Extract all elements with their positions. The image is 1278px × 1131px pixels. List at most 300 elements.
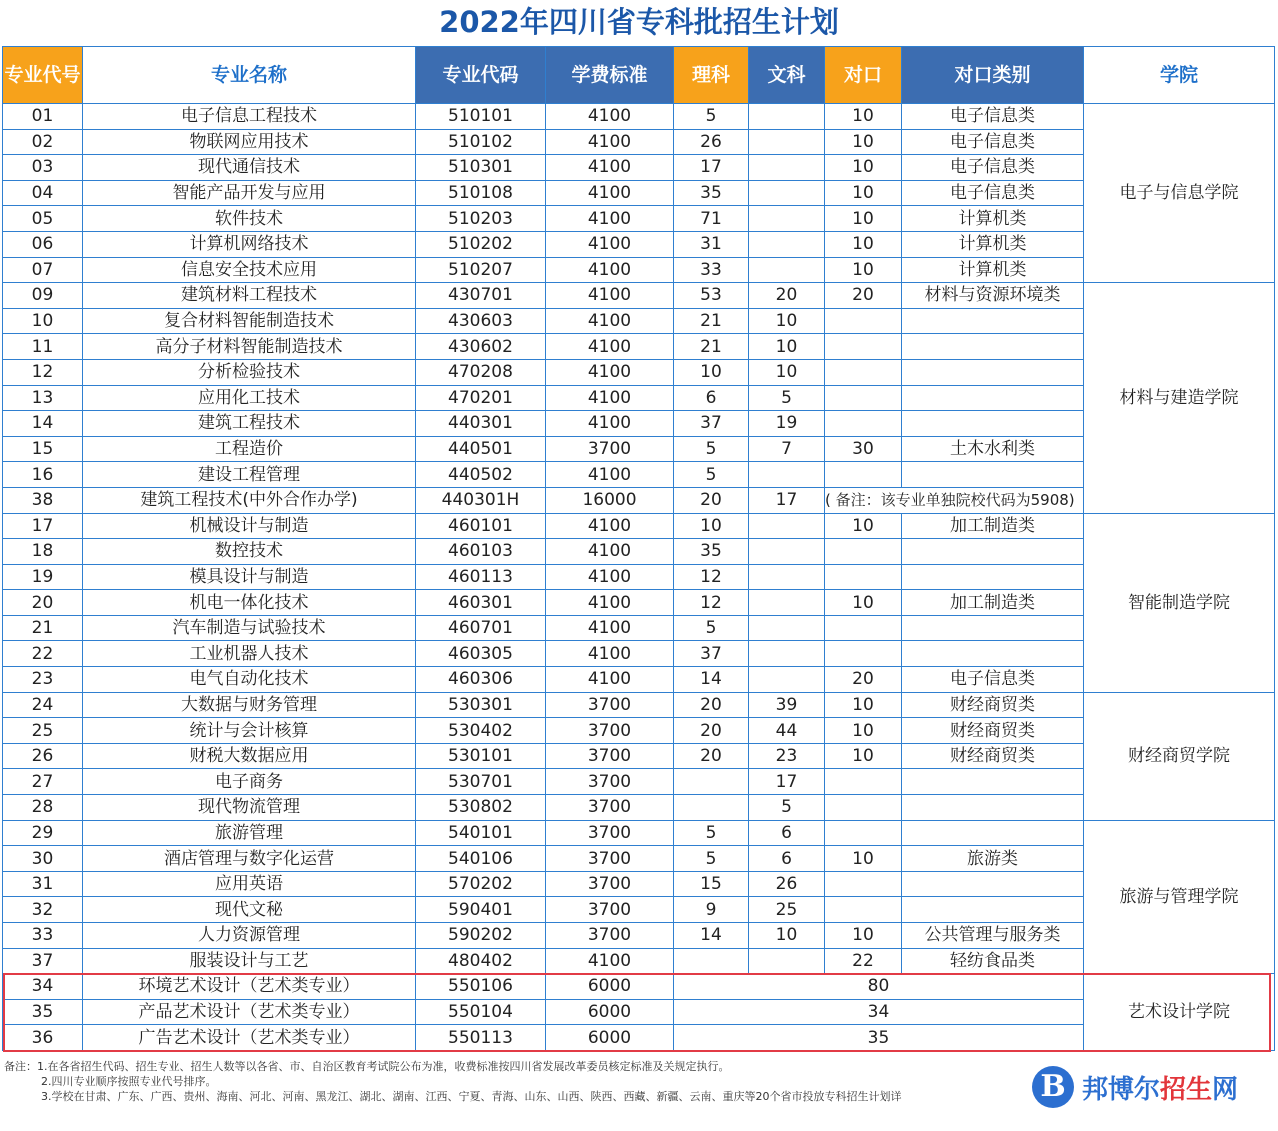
cell-arts: 10 xyxy=(749,308,825,334)
cell-fee: 4100 xyxy=(546,104,674,130)
cell-vocational-type xyxy=(902,385,1084,411)
cell-major-code: 530402 xyxy=(416,718,546,744)
cell-vocational xyxy=(825,795,902,821)
cell-vocational xyxy=(825,308,902,334)
cell-arts xyxy=(749,615,825,641)
cell-code: 36 xyxy=(3,1025,83,1051)
cell-fee: 3700 xyxy=(546,692,674,718)
cell-major-code: 590401 xyxy=(416,897,546,923)
cell-major-code: 540101 xyxy=(416,820,546,846)
cell-code: 28 xyxy=(3,795,83,821)
cell-fee: 4100 xyxy=(546,615,674,641)
cell-vocational: 10 xyxy=(825,846,902,872)
cell-major-code: 460113 xyxy=(416,564,546,590)
cell-code: 05 xyxy=(3,206,83,232)
cell-arts: 20 xyxy=(749,283,825,309)
cell-code: 10 xyxy=(3,308,83,334)
cell-name: 物联网应用技术 xyxy=(83,129,416,155)
cell-major-code: 470201 xyxy=(416,385,546,411)
cell-science: 9 xyxy=(674,897,749,923)
cell-fee: 6000 xyxy=(546,999,674,1025)
cell-arts: 5 xyxy=(749,385,825,411)
cell-major-code: 570202 xyxy=(416,871,546,897)
cell-code: 11 xyxy=(3,334,83,360)
cell-fee: 4100 xyxy=(546,564,674,590)
cell-science: 35 xyxy=(674,180,749,206)
cell-arts xyxy=(749,129,825,155)
cell-vocational-type xyxy=(902,871,1084,897)
cell-note: ( 备注：该专业单独院校代码为5908) xyxy=(825,487,1084,513)
cell-fee: 4100 xyxy=(546,667,674,693)
cell-vocational-type xyxy=(902,334,1084,360)
cell-code: 33 xyxy=(3,923,83,949)
cell-major-code: 550104 xyxy=(416,999,546,1025)
cell-code: 09 xyxy=(3,283,83,309)
cell-science: 53 xyxy=(674,283,749,309)
cell-vocational xyxy=(825,564,902,590)
cell-science: 15 xyxy=(674,871,749,897)
cell-arts xyxy=(749,564,825,590)
cell-fee: 3700 xyxy=(546,820,674,846)
cell-arts xyxy=(749,513,825,539)
cell-arts: 5 xyxy=(749,795,825,821)
cell-code: 25 xyxy=(3,718,83,744)
header-name: 专业名称 xyxy=(83,47,416,104)
cell-fee: 4100 xyxy=(546,334,674,360)
cell-vocational-type: 计算机类 xyxy=(902,257,1084,283)
cell-vocational-type xyxy=(902,359,1084,385)
cell-fee: 4100 xyxy=(546,359,674,385)
cell-college: 艺术设计学院 xyxy=(1084,974,1275,1051)
cell-vocational: 10 xyxy=(825,206,902,232)
cell-arts: 10 xyxy=(749,923,825,949)
table-row xyxy=(3,104,1275,130)
watermark-logo-icon: B xyxy=(1032,1066,1074,1108)
cell-name: 模具设计与制造 xyxy=(83,564,416,590)
cell-vocational-type xyxy=(902,411,1084,437)
cell-science: 12 xyxy=(674,564,749,590)
cell-vocational xyxy=(825,871,902,897)
cell-fee: 4100 xyxy=(546,283,674,309)
cell-vocational: 10 xyxy=(825,231,902,257)
cell-major-code: 440502 xyxy=(416,462,546,488)
cell-major-code: 480402 xyxy=(416,948,546,974)
cell-vocational-type xyxy=(902,897,1084,923)
cell-vocational xyxy=(825,641,902,667)
cell-science: 20 xyxy=(674,718,749,744)
cell-code: 03 xyxy=(3,155,83,181)
cell-total: 80 xyxy=(674,974,1084,1000)
cell-name: 电子商务 xyxy=(83,769,416,795)
cell-code: 12 xyxy=(3,359,83,385)
cell-code: 35 xyxy=(3,999,83,1025)
cell-vocational-type xyxy=(902,564,1084,590)
cell-name: 汽车制造与试验技术 xyxy=(83,615,416,641)
cell-name: 计算机网络技术 xyxy=(83,231,416,257)
footnote-2: 2.四川专业顺序按照专业代号排序。 xyxy=(41,1075,217,1088)
cell-vocational-type xyxy=(902,769,1084,795)
cell-arts: 10 xyxy=(749,334,825,360)
table-row xyxy=(3,513,1275,539)
cell-vocational xyxy=(825,769,902,795)
cell-science: 21 xyxy=(674,334,749,360)
cell-fee: 3700 xyxy=(546,436,674,462)
cell-vocational: 30 xyxy=(825,436,902,462)
cell-vocational xyxy=(825,897,902,923)
cutoff-strip xyxy=(470,1122,830,1131)
cell-vocational: 10 xyxy=(825,257,902,283)
watermark-text-red: 招生 xyxy=(1160,1074,1213,1105)
cell-code: 18 xyxy=(3,539,83,565)
cell-code: 24 xyxy=(3,692,83,718)
cell-vocational-type: 财经商贸类 xyxy=(902,743,1084,769)
cell-code: 19 xyxy=(3,564,83,590)
cell-name: 服装设计与工艺 xyxy=(83,948,416,974)
cell-arts xyxy=(749,641,825,667)
cell-major-code: 430602 xyxy=(416,334,546,360)
cell-vocational: 10 xyxy=(825,590,902,616)
cell-vocational-type: 土木水利类 xyxy=(902,436,1084,462)
cell-code: 06 xyxy=(3,231,83,257)
cell-code: 32 xyxy=(3,897,83,923)
cell-vocational-type xyxy=(902,641,1084,667)
cell-name: 建筑材料工程技术 xyxy=(83,283,416,309)
cell-fee: 4100 xyxy=(546,411,674,437)
cell-science: 5 xyxy=(674,462,749,488)
cell-name: 软件技术 xyxy=(83,206,416,232)
cell-major-code: 530101 xyxy=(416,743,546,769)
cell-vocational-type: 电子信息类 xyxy=(902,155,1084,181)
cell-name: 大数据与财务管理 xyxy=(83,692,416,718)
header-vocational-type: 对口类别 xyxy=(902,47,1084,104)
cell-fee: 3700 xyxy=(546,871,674,897)
cell-major-code: 440301 xyxy=(416,411,546,437)
cell-arts: 25 xyxy=(749,897,825,923)
cell-vocational-type: 轻纺食品类 xyxy=(902,948,1084,974)
cell-science: 20 xyxy=(674,743,749,769)
cell-name: 数控技术 xyxy=(83,539,416,565)
cell-name: 机械设计与制造 xyxy=(83,513,416,539)
cell-name: 高分子材料智能制造技术 xyxy=(83,334,416,360)
cell-name: 财税大数据应用 xyxy=(83,743,416,769)
cell-college: 旅游与管理学院 xyxy=(1084,820,1275,974)
cell-vocational-type xyxy=(902,795,1084,821)
cell-arts: 17 xyxy=(749,487,825,513)
cell-vocational-type: 电子信息类 xyxy=(902,104,1084,130)
cell-code: 17 xyxy=(3,513,83,539)
cell-major-code: 510207 xyxy=(416,257,546,283)
cell-name: 现代物流管理 xyxy=(83,795,416,821)
cell-arts: 23 xyxy=(749,743,825,769)
watermark-text-blue2: 网 xyxy=(1212,1074,1239,1105)
cell-code: 27 xyxy=(3,769,83,795)
table-header-row xyxy=(3,47,1275,104)
cell-vocational-type: 公共管理与服务类 xyxy=(902,923,1084,949)
cell-fee: 3700 xyxy=(546,846,674,872)
cell-code: 13 xyxy=(3,385,83,411)
cell-fee: 3700 xyxy=(546,743,674,769)
cell-major-code: 460701 xyxy=(416,615,546,641)
footnote-3: 3.学校在甘肃、广东、广西、贵州、海南、河北、河南、黑龙江、湖北、湖南、江西、宁夏、青海、山东、山西、陕西、西藏、新疆、云南、重庆等20个省市投放专科招生计划详 xyxy=(41,1090,902,1103)
cell-arts: 17 xyxy=(749,769,825,795)
cell-code: 01 xyxy=(3,104,83,130)
cell-vocational: 20 xyxy=(825,283,902,309)
cell-science: 37 xyxy=(674,411,749,437)
cell-name: 工业机器人技术 xyxy=(83,641,416,667)
cell-science: 10 xyxy=(674,359,749,385)
cell-science xyxy=(674,948,749,974)
cell-arts xyxy=(749,462,825,488)
cell-name: 复合材料智能制造技术 xyxy=(83,308,416,334)
cell-name: 环境艺术设计（艺术类专业） xyxy=(83,974,416,1000)
cell-arts: 6 xyxy=(749,846,825,872)
cell-science: 5 xyxy=(674,104,749,130)
cell-major-code: 530301 xyxy=(416,692,546,718)
cell-fee: 3700 xyxy=(546,795,674,821)
cell-code: 04 xyxy=(3,180,83,206)
cell-major-code: 440301H xyxy=(416,487,546,513)
cell-arts: 39 xyxy=(749,692,825,718)
cell-name: 人力资源管理 xyxy=(83,923,416,949)
cell-science: 6 xyxy=(674,385,749,411)
cell-science: 37 xyxy=(674,641,749,667)
header-arts: 文科 xyxy=(749,47,825,104)
cell-science: 5 xyxy=(674,436,749,462)
cell-code: 29 xyxy=(3,820,83,846)
cell-vocational: 10 xyxy=(825,155,902,181)
cell-fee: 3700 xyxy=(546,769,674,795)
cell-arts xyxy=(749,155,825,181)
cell-vocational-type xyxy=(902,539,1084,565)
cell-arts xyxy=(749,590,825,616)
cell-vocational: 20 xyxy=(825,667,902,693)
cell-science: 71 xyxy=(674,206,749,232)
cell-vocational: 10 xyxy=(825,104,902,130)
cell-code: 07 xyxy=(3,257,83,283)
cell-vocational xyxy=(825,615,902,641)
cell-science: 21 xyxy=(674,308,749,334)
cell-arts: 26 xyxy=(749,871,825,897)
cell-science: 20 xyxy=(674,487,749,513)
cell-code: 21 xyxy=(3,615,83,641)
cell-vocational-type: 加工制造类 xyxy=(902,513,1084,539)
cell-name: 分析检验技术 xyxy=(83,359,416,385)
cell-code: 15 xyxy=(3,436,83,462)
cell-major-code: 550113 xyxy=(416,1025,546,1051)
cell-vocational xyxy=(825,359,902,385)
cell-vocational: 10 xyxy=(825,180,902,206)
cell-code: 30 xyxy=(3,846,83,872)
table-row xyxy=(3,820,1275,846)
header-vocational: 对口 xyxy=(825,47,902,104)
cell-code: 14 xyxy=(3,411,83,437)
cell-science: 5 xyxy=(674,846,749,872)
cell-science: 26 xyxy=(674,129,749,155)
table-row xyxy=(3,974,1275,1000)
cell-name: 应用化工技术 xyxy=(83,385,416,411)
cell-fee: 4100 xyxy=(546,539,674,565)
cell-arts xyxy=(749,539,825,565)
cell-science: 31 xyxy=(674,231,749,257)
cell-fee: 4100 xyxy=(546,462,674,488)
cell-code: 26 xyxy=(3,743,83,769)
cell-name: 机电一体化技术 xyxy=(83,590,416,616)
cell-fee: 3700 xyxy=(546,718,674,744)
cell-major-code: 550106 xyxy=(416,974,546,1000)
cell-vocational-type: 材料与资源环境类 xyxy=(902,283,1084,309)
cell-major-code: 430603 xyxy=(416,308,546,334)
cell-total: 35 xyxy=(674,1025,1084,1051)
cell-science xyxy=(674,769,749,795)
cell-fee: 3700 xyxy=(546,897,674,923)
table-body xyxy=(3,104,1275,1051)
cell-vocational: 10 xyxy=(825,718,902,744)
cell-code: 16 xyxy=(3,462,83,488)
watermark xyxy=(1032,1064,1272,1110)
cell-arts xyxy=(749,206,825,232)
cell-arts xyxy=(749,231,825,257)
cell-major-code: 440501 xyxy=(416,436,546,462)
cell-arts: 44 xyxy=(749,718,825,744)
cell-vocational xyxy=(825,411,902,437)
cell-name: 产品艺术设计（艺术类专业） xyxy=(83,999,416,1025)
cell-code: 38 xyxy=(3,487,83,513)
cell-major-code: 460306 xyxy=(416,667,546,693)
cell-major-code: 510101 xyxy=(416,104,546,130)
cell-total: 34 xyxy=(674,999,1084,1025)
cell-name: 电气自动化技术 xyxy=(83,667,416,693)
cell-major-code: 460305 xyxy=(416,641,546,667)
cell-major-code: 510202 xyxy=(416,231,546,257)
cell-science: 14 xyxy=(674,667,749,693)
header-code: 专业代号 xyxy=(3,47,83,104)
cell-science: 12 xyxy=(674,590,749,616)
cell-name: 酒店管理与数字化运营 xyxy=(83,846,416,872)
cell-code: 20 xyxy=(3,590,83,616)
cell-vocational-type: 电子信息类 xyxy=(902,667,1084,693)
cell-major-code: 510108 xyxy=(416,180,546,206)
cell-vocational-type: 电子信息类 xyxy=(902,180,1084,206)
cell-vocational-type: 电子信息类 xyxy=(902,129,1084,155)
cell-arts: 6 xyxy=(749,820,825,846)
cell-college: 电子与信息学院 xyxy=(1084,104,1275,283)
cell-name: 现代文秘 xyxy=(83,897,416,923)
cell-arts xyxy=(749,257,825,283)
watermark-text-blue: 邦博尔 xyxy=(1082,1074,1161,1105)
cell-code: 37 xyxy=(3,948,83,974)
cell-fee: 4100 xyxy=(546,129,674,155)
cell-code: 23 xyxy=(3,667,83,693)
cell-major-code: 530701 xyxy=(416,769,546,795)
cell-fee: 4100 xyxy=(546,385,674,411)
cell-arts xyxy=(749,667,825,693)
cell-vocational-type: 计算机类 xyxy=(902,206,1084,232)
cell-major-code: 510301 xyxy=(416,155,546,181)
cell-fee: 4100 xyxy=(546,206,674,232)
cell-vocational-type xyxy=(902,462,1084,488)
cell-major-code: 590202 xyxy=(416,923,546,949)
cell-fee: 3700 xyxy=(546,923,674,949)
cell-name: 建筑工程技术(中外合作办学) xyxy=(83,487,416,513)
cell-name: 信息安全技术应用 xyxy=(83,257,416,283)
cell-college: 财经商贸学院 xyxy=(1084,692,1275,820)
cell-fee: 4100 xyxy=(546,641,674,667)
cell-name: 智能产品开发与应用 xyxy=(83,180,416,206)
cell-fee: 4100 xyxy=(546,155,674,181)
cell-vocational: 10 xyxy=(825,513,902,539)
cell-major-code: 540106 xyxy=(416,846,546,872)
cell-science xyxy=(674,795,749,821)
cell-name: 建设工程管理 xyxy=(83,462,416,488)
cell-science: 20 xyxy=(674,692,749,718)
cell-science: 17 xyxy=(674,155,749,181)
footnote-1: 备注：1.在各省招生代码、招生专业、招生人数等以各省、市、自治区教育考试院公布为准，收费标准按四川省发展改革委员核定标准及关规定执行。 xyxy=(4,1060,730,1073)
cell-name: 统计与会计核算 xyxy=(83,718,416,744)
cell-arts xyxy=(749,948,825,974)
cell-arts: 7 xyxy=(749,436,825,462)
cell-vocational-type: 计算机类 xyxy=(902,231,1084,257)
cell-vocational-type xyxy=(902,615,1084,641)
cell-major-code: 460103 xyxy=(416,539,546,565)
cell-vocational-type: 财经商贸类 xyxy=(902,718,1084,744)
cell-vocational xyxy=(825,539,902,565)
cell-name: 建筑工程技术 xyxy=(83,411,416,437)
cell-arts xyxy=(749,180,825,206)
cell-name: 应用英语 xyxy=(83,871,416,897)
cell-fee: 6000 xyxy=(546,1025,674,1051)
cell-vocational: 10 xyxy=(825,129,902,155)
header-major-code: 专业代码 xyxy=(416,47,546,104)
cell-vocational: 10 xyxy=(825,743,902,769)
cell-fee: 4100 xyxy=(546,590,674,616)
cell-vocational xyxy=(825,385,902,411)
cell-major-code: 530802 xyxy=(416,795,546,821)
cell-science: 35 xyxy=(674,539,749,565)
cell-college: 材料与建造学院 xyxy=(1084,283,1275,513)
cell-fee: 16000 xyxy=(546,487,674,513)
cell-major-code: 460101 xyxy=(416,513,546,539)
cell-vocational: 22 xyxy=(825,948,902,974)
cell-vocational-type: 旅游类 xyxy=(902,846,1084,872)
cell-science: 33 xyxy=(674,257,749,283)
cell-major-code: 510203 xyxy=(416,206,546,232)
cell-arts: 19 xyxy=(749,411,825,437)
cell-vocational-type: 财经商贸类 xyxy=(902,692,1084,718)
cell-vocational xyxy=(825,462,902,488)
cell-major-code: 470208 xyxy=(416,359,546,385)
cell-major-code: 430701 xyxy=(416,283,546,309)
enrollment-table xyxy=(2,46,1275,1051)
cell-vocational xyxy=(825,820,902,846)
cell-science: 14 xyxy=(674,923,749,949)
table-row xyxy=(3,283,1275,309)
cell-college: 智能制造学院 xyxy=(1084,513,1275,692)
cell-science: 5 xyxy=(674,615,749,641)
cell-name: 电子信息工程技术 xyxy=(83,104,416,130)
cell-vocational-type xyxy=(902,308,1084,334)
cell-fee: 4100 xyxy=(546,308,674,334)
cell-name: 现代通信技术 xyxy=(83,155,416,181)
cell-name: 广告艺术设计（艺术类专业） xyxy=(83,1025,416,1051)
cell-vocational-type xyxy=(902,820,1084,846)
table-row xyxy=(3,692,1275,718)
cell-fee: 6000 xyxy=(546,974,674,1000)
cell-code: 34 xyxy=(3,974,83,1000)
cell-arts xyxy=(749,104,825,130)
cell-major-code: 510102 xyxy=(416,129,546,155)
header-science: 理科 xyxy=(674,47,749,104)
cell-major-code: 460301 xyxy=(416,590,546,616)
